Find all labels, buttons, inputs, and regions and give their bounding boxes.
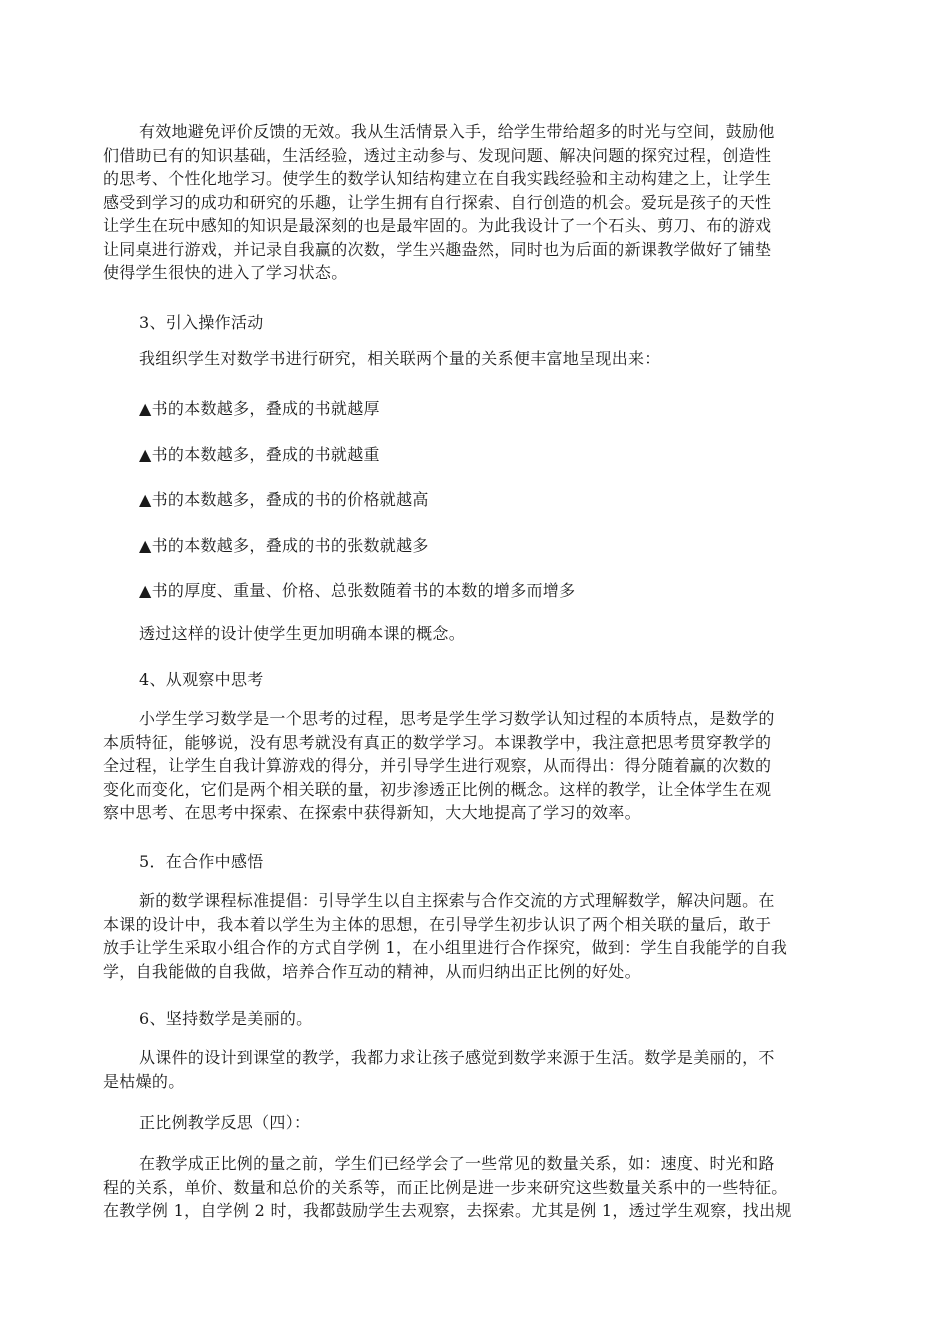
heading-3: 3、引入操作活动: [139, 313, 264, 332]
bullet-item-3: ▲书的本数越多，叠成的书的价格就越高: [139, 490, 429, 509]
paragraph-intro: 有效地避免评价反馈的无效。我从生活情景入手，给学生带给超多的时光与空间，鼓励他 们借助已有的知识基础，生活经验，透过主动参与、发现问题、解决问题的探究过程，创造性 的思考、个性化地学习。使学生的数学认知结构建立在自我实践经验和主动构建之上，让学生 感受到学习的成功和研究的乐趣，让学生拥有自行探索、自行创造的机会。爱玩是孩子的天性 让学生在玩中感知的知识是最深刻的也是最牢固的。为此我设计了一个石头、剪刀、布的游戏 让同桌进行游戏，并记录自我赢的次数，学生兴趣盎然，同时也为后面的新课教学做好了铺垫 使得学生很快的进入了学习状态。: [103, 122, 775, 282]
paragraph-concept: 透过这样的设计使学生更加明确本课的概念。: [139, 624, 466, 643]
heading-reflection-4: 正比例教学反思（四）：: [139, 1113, 311, 1132]
paragraph-beauty: 从课件的设计到课堂的教学，我都力求让孩子感觉到数学来源于生活。数学是美丽的，不 是枯燥的。: [103, 1048, 775, 1091]
bullet-item-4: ▲书的本数越多，叠成的书的张数就越多: [139, 536, 429, 555]
heading-5: 5．在合作中感悟: [139, 852, 264, 871]
heading-4: 4、从观察中思考: [139, 670, 264, 689]
paragraph-cooperation: 新的数学课程标准提倡：引导学生以自主探索与合作交流的方式理解数学，解决问题。在 本课的设计中，我本着以学生为主体的思想，在引导学生初步认识了两个相关联的量后，敢于 放手让学生采取小组合作的方式自学例 1，在小组里进行合作探究，做到：学生自我能学的自我 学，自我能做的自我做，培养合作互动的精神，从而归纳出正比例的好处。: [103, 891, 788, 981]
heading-6: 6、坚持数学是美丽的。: [139, 1009, 313, 1028]
paragraph-books: 我组织学生对数学书进行研究，相关联两个量的关系便丰富地呈现出来：: [139, 349, 661, 368]
paragraph-thinking: 小学生学习数学是一个思考的过程，思考是学生学习数学认知过程的本质特点，是数学的 本质特征，能够说，没有思考就没有真正的数学学习。本课教学中，我注意把思考贯穿教学的 全过程，让学生自我计算游戏的得分，并引导学生进行观察，从而得出：得分随着赢的次数的 变化而变化，它们是两个相关联的量，初步渗透正比例的概念。这样的教学，让全体学生在观 察中思考、在思考中探索、在探索中获得新知，大大地提高了学习的效率。: [103, 709, 775, 822]
bullet-item-5: ▲书的厚度、重量、价格、总张数随着书的本数的增多而增多: [139, 581, 576, 600]
paragraph-reflection: 在教学成正比例的量之前，学生们已经学会了一些常见的数量关系，如：速度、时光和路 程的关系，单价、数量和总价的关系等，而正比例是进一步来研究这些数量关系中的一些特征。 在教学例 1，自学例 2 时，我都鼓励学生去观察，去探索。尤其是例 1，透过学生观察，找出规: [103, 1154, 792, 1220]
bullet-item-1: ▲书的本数越多，叠成的书就越厚: [139, 399, 380, 418]
bullet-item-2: ▲书的本数越多，叠成的书就越重: [139, 445, 380, 464]
